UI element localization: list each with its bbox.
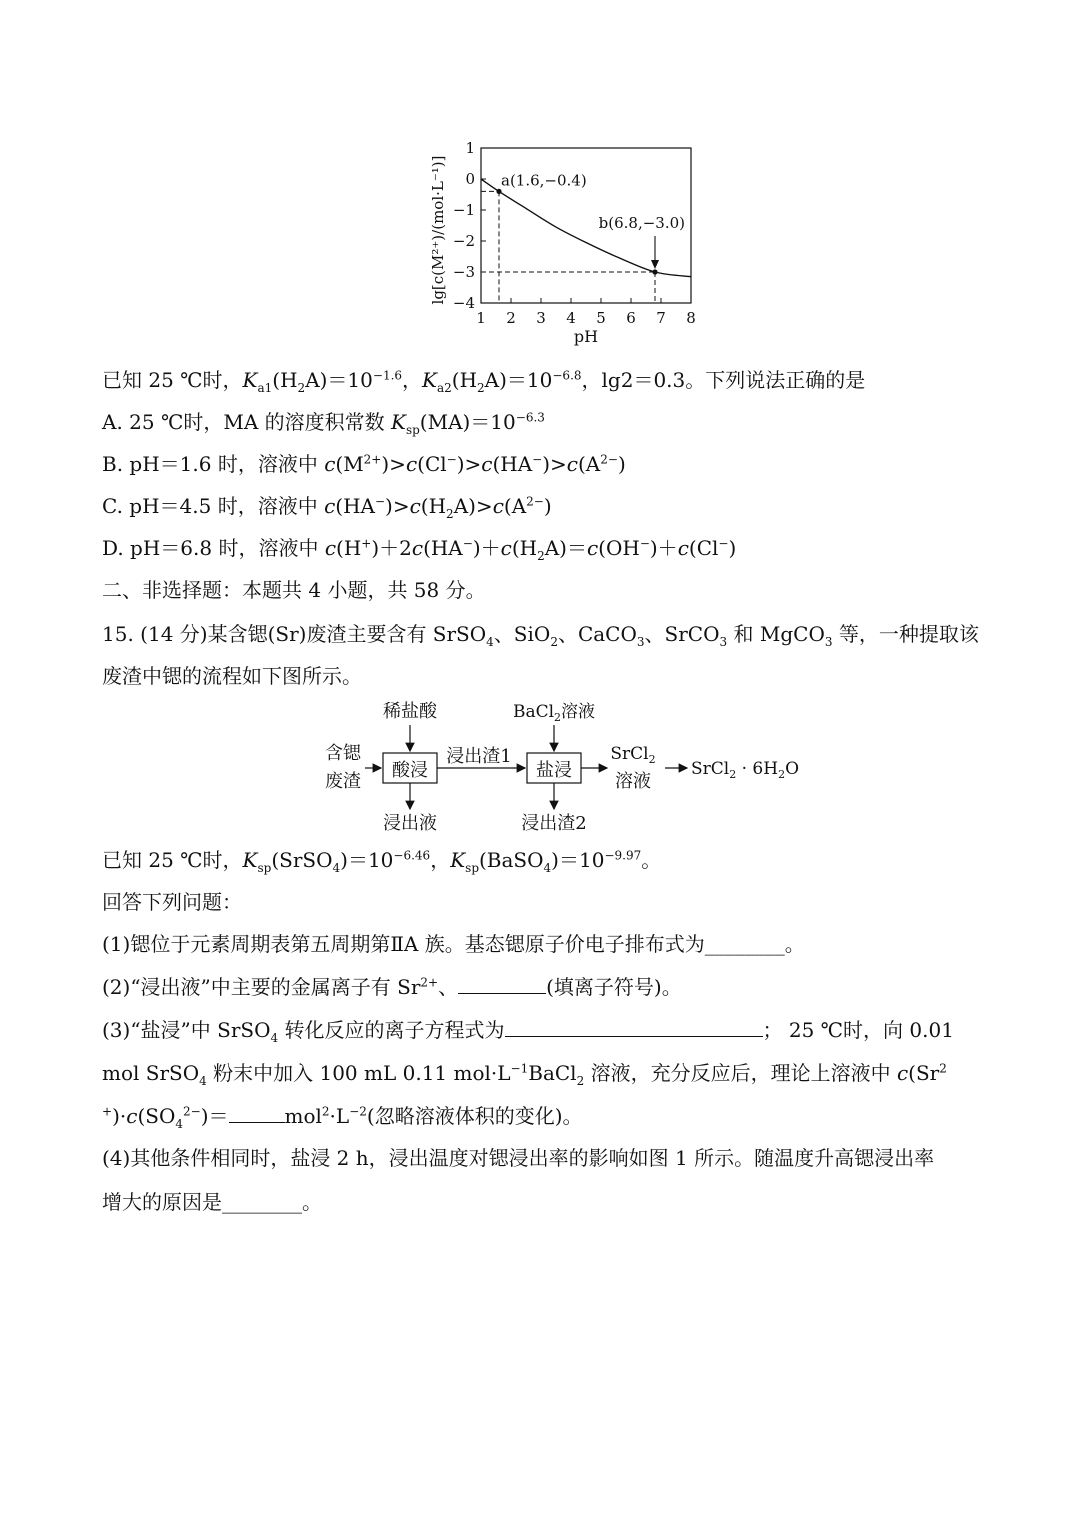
q15-intro-line1: 15. (14 分)某含锶(Sr)废渣主要含有 SrSO$_4$、SiO$_2$、CaCO$_3$、SrCO$_3$ 和 MgCO$_3$ 等，一种提取该 <box>102 622 979 649</box>
q15-intro-line2: 废渣中锶的流程如下图所示。 <box>102 664 362 688</box>
leachate-label: 浸出液 <box>383 813 437 834</box>
point-b-label: b(6.8,−3.0) <box>598 214 685 232</box>
point-b-arrowhead <box>651 260 659 269</box>
part-1: (1)锶位于元素周期表第五周期第ⅡA 族。基态锶原子价电子排布式为________。 <box>102 932 805 956</box>
y-tick-label: −3 <box>452 263 475 281</box>
input-label-1: 含锶 <box>325 743 361 764</box>
x-tick-label: 1 <box>476 309 486 327</box>
option-d: D. pH＝6.8 时，溶液中 $c(H^+)+2c(HA^-)+c(H_2A)=c(OH^-)+c(Cl^-)$ <box>102 536 737 563</box>
x-tick-label: 6 <box>626 309 636 327</box>
y-tick-label: −1 <box>452 201 475 219</box>
y-tick-label: −2 <box>452 232 475 250</box>
input-label-2: 废渣 <box>325 771 361 792</box>
x-tick-label: 7 <box>656 309 666 327</box>
reagent-bacl2: BaCl$_2$溶液 <box>512 702 596 724</box>
srcl2-solution-line2: 溶液 <box>615 771 651 792</box>
y-tick-label: 1 <box>465 139 475 157</box>
y-tick-label: −4 <box>452 294 475 312</box>
residue1-label: 浸出渣1 <box>446 746 512 767</box>
data-point <box>496 189 501 194</box>
option-a: A. 25 ℃时，MA 的溶度积常数 $K_{sp}(MA)=10^{-6.3}$ <box>102 410 545 437</box>
residue2-label: 浸出渣2 <box>521 813 587 834</box>
answer-prompt: 回答下列问题： <box>102 890 242 914</box>
process-flow-diagram <box>315 695 815 840</box>
ksp-constants: 已知 25 ℃时，$K_{sp}(SrSO_4)=10^{-6.46}$，$K_{sp}(BaSO_4)=10^{-9.97}$。 <box>102 848 662 875</box>
x-axis-label: pH <box>573 327 599 346</box>
part-3-line2: mol SrSO$_4$ 粉末中加入 100 mL 0.11 $mol\cdot L^{-1}BaCl_2$ 溶液，充分反应后，理论上溶液中 c(Sr$^2$ <box>102 1061 947 1088</box>
part-2: (2)“浸出液”中主要的金属离子有 $Sr^{2+}$、 (填离子符号)。 <box>102 975 682 999</box>
srcl2-solution-line1: SrCl$_2$ <box>610 744 656 766</box>
point-a-label: a(1.6,−0.4) <box>501 171 587 190</box>
option-c: C. pH＝4.5 时，溶液中 $c(HA^-)>c(H_2A)>c(A^{2-})$ <box>102 494 552 521</box>
acid-leach-label: 酸浸 <box>392 760 428 781</box>
x-tick-label: 8 <box>686 309 696 327</box>
y-tick-label: 0 <box>465 170 475 188</box>
option-b: B. pH＝1.6 时，溶液中 $c(M^{2+})>c(Cl^-)>c(HA^-)>c(A^{2-})$ <box>102 452 626 476</box>
part-3-line3: $^+)\cdot c(SO_4^{2-})= mol^2\cdot L^{-2}$(忽略溶液体积的变化)。 <box>102 1104 583 1131</box>
salt-leach-label: 盐浸 <box>536 760 572 781</box>
concentration-ph-chart <box>425 130 725 350</box>
part-4-line2: 增大的原因是________。 <box>102 1190 322 1214</box>
final-product: SrCl$_2$ · $6H_2O$ <box>691 759 800 781</box>
x-tick-label: 3 <box>536 309 546 327</box>
x-tick-label: 2 <box>506 309 516 327</box>
data-point <box>652 269 657 274</box>
part-3-line1: (3)“盐浸”中 SrSO$_4$ 转化反应的离子方程式为 ； 25 ℃时，向 0.01 <box>102 1018 954 1045</box>
y-axis-label: lg[c(M²⁺)/(mol·L⁻¹)] <box>429 155 447 305</box>
x-tick-label: 4 <box>566 309 576 327</box>
section-heading: 二、非选择题：本题共 4 小题，共 58 分。 <box>102 578 486 602</box>
known-constants: 已知 25 ℃时，$K_{a1}(H_2A)=10^{-1.6}$，$K_{a2}(H_2A)=10^{-6.8}$，lg2＝0.3。下列说法正确的是 <box>102 368 866 395</box>
part-4-line1: (4)其他条件相同时，盐浸 2 h，浸出温度对锶浸出率的影响如图 1 所示。随温度升高锶浸出率 <box>102 1146 935 1170</box>
reagent-hcl: 稀盐酸 <box>383 701 437 722</box>
x-tick-label: 5 <box>596 309 606 327</box>
